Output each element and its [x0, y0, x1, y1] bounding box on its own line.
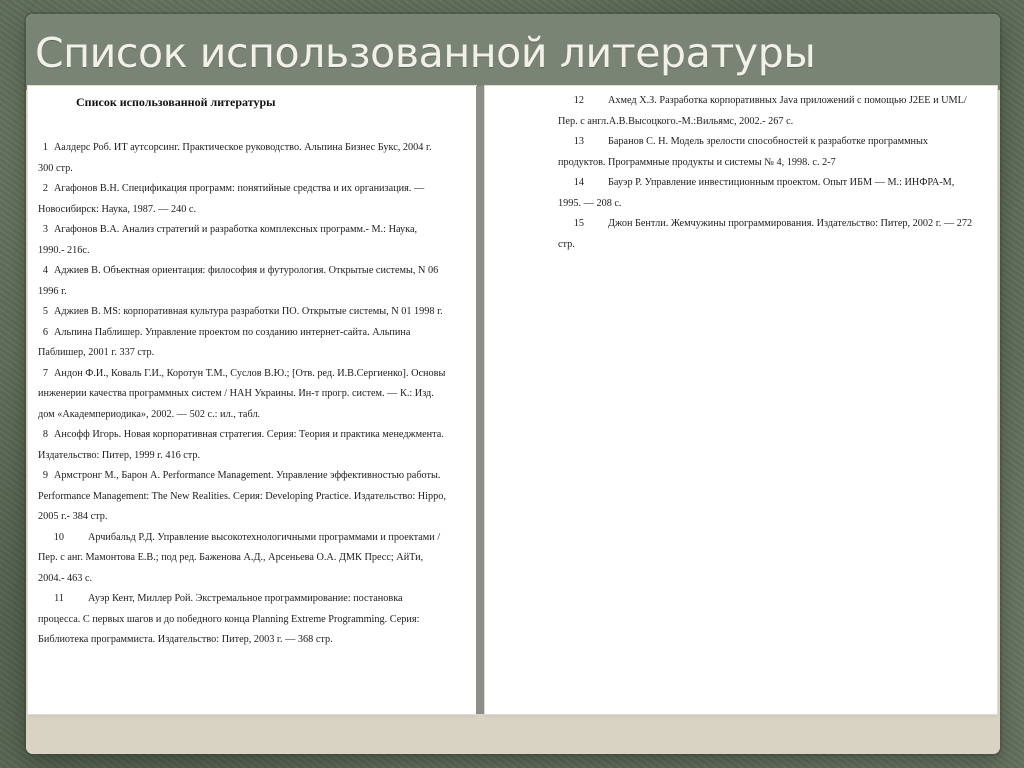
page-divider [476, 86, 485, 714]
reference-text: Бауэр Р. Управление инвестиционным проектом. Опыт ИБМ — М.: ИНФРА-М, 1995. — 208 с. [558, 177, 955, 209]
reference-item [38, 138, 446, 179]
reference-text: Баранов С. Н. Модель зрелости способностей к разработке программных продуктов. Программные продукты и системы № 4, 1998. с. 2-7 [558, 136, 929, 168]
reference-text: Армстронг М., Барон А. Performance Management. Управление эффективностью работы. Performance Management: The New Realities. Серия: Developing Practice. Издательство: Hippo, 2005 г.- 384 стр. [38, 470, 446, 522]
page-heading: Список использованной литературы [76, 95, 276, 109]
reference-number: 9 [42, 470, 48, 481]
reference-item [38, 323, 446, 364]
reference-number: 15 [573, 218, 584, 229]
reference-item [38, 466, 446, 528]
reference-text: Арчибальд Р.Д. Управление высокотехнологичными программами и проектами / Пер. с анг. Мамонтова Е.В.; под ред. Баженова А.Д., Арсеньева О.А. ДМК Пресс; АйТи, 2004.- 463 с. [38, 531, 441, 584]
reference-number: 4 [42, 265, 48, 276]
reference-item [38, 528, 446, 590]
reference-text: Аджиев В. MS: корпоративная культура разработки ПО. Открытые системы, N 01 1998 г. [54, 306, 443, 317]
reference-text: Андон Ф.И., Коваль Г.И., Коротун Т.М., Суслов В.Ю.; [Отв. ред. И.В.Сергиенко]. Основы инженерии качества программных систем / НАН Украины. Ин-т прогр. систем. — К.: Изд. дом «Академпериодика», 2002. — 502 с.: ил., табл. [38, 367, 446, 420]
reference-item [38, 364, 446, 426]
reference-number: 6 [42, 326, 48, 338]
reference-number: 8 [42, 429, 48, 440]
reference-number: 14 [573, 177, 584, 188]
reference-number: 1 [42, 142, 48, 153]
reference-number: 5 [42, 306, 48, 317]
reference-text: Агафонов В.А. Анализ стратегий и разработка комплексных программ.- М.: Наука, 1990.- 216с. [38, 224, 418, 256]
reference-number: 7 [42, 367, 48, 379]
reference-item [558, 91, 976, 132]
reference-item [38, 179, 446, 220]
reference-text: Ансофф Игорь. Новая корпоративная стратегия. Серия: Теория и практика менеджмента. Издательство: Питер, 1999 г. 416 стр. [38, 429, 444, 461]
reference-number: 11 [54, 593, 64, 604]
reference-item [38, 302, 446, 323]
reference-list-right [558, 91, 976, 255]
reference-item [558, 132, 976, 173]
reference-number: 12 [573, 95, 584, 106]
reference-text: Агафонов В.Н. Спецификация программ: понятийные средства и их организация. — Новосибирск: Наука, 1987. — 240 с. [38, 183, 425, 215]
reference-number: 13 [573, 136, 584, 147]
reference-number: 3 [42, 224, 48, 235]
reference-text: Альпина Паблишер. Управление проектом по созданию интернет-сайта. Альпина Паблишер, 2001 г. 337 стр. [38, 326, 411, 358]
reference-list-left [38, 138, 446, 651]
reference-text: Джон Бентли. Жемчужины программирования. Издательство: Питер, 2002 г. — 272 стр. [558, 218, 973, 250]
reference-item [558, 214, 976, 255]
reference-text: Аджиев В. Объектная ориентация: философия и футурология. Открытые системы, N 06 1996 г. [38, 265, 439, 297]
reference-item [38, 220, 446, 261]
reference-number: 2 [42, 183, 48, 194]
reference-number: 10 [53, 531, 64, 543]
reference-text: Ауэр Кент, Миллер Рой. Экстремальное программирование: постановка процесса. С первых шагов и до победного конца Planning Extreme Programming. Серия: Библиотека программиста. Издательство: Питер, 2003 г. — 368 стр. [38, 593, 420, 645]
reference-item [558, 173, 976, 214]
reference-item [38, 425, 446, 466]
reference-text: Ахмед Х.З. Разработка корпоративных Java приложений с помощью J2EE и UML/ Пер. с англ.А.В.Высоцкого.-М.:Вильямс, 2002.- 267 с. [558, 95, 967, 127]
reference-text: Аалдерс Роб. ИТ аутсорсинг. Практическое руководство. Альпина Бизнес Букс, 2004 г. 300 стр. [38, 142, 432, 174]
reference-item [38, 589, 446, 651]
reference-item [38, 261, 446, 302]
slide-title: Список использованной литературы [35, 29, 816, 77]
